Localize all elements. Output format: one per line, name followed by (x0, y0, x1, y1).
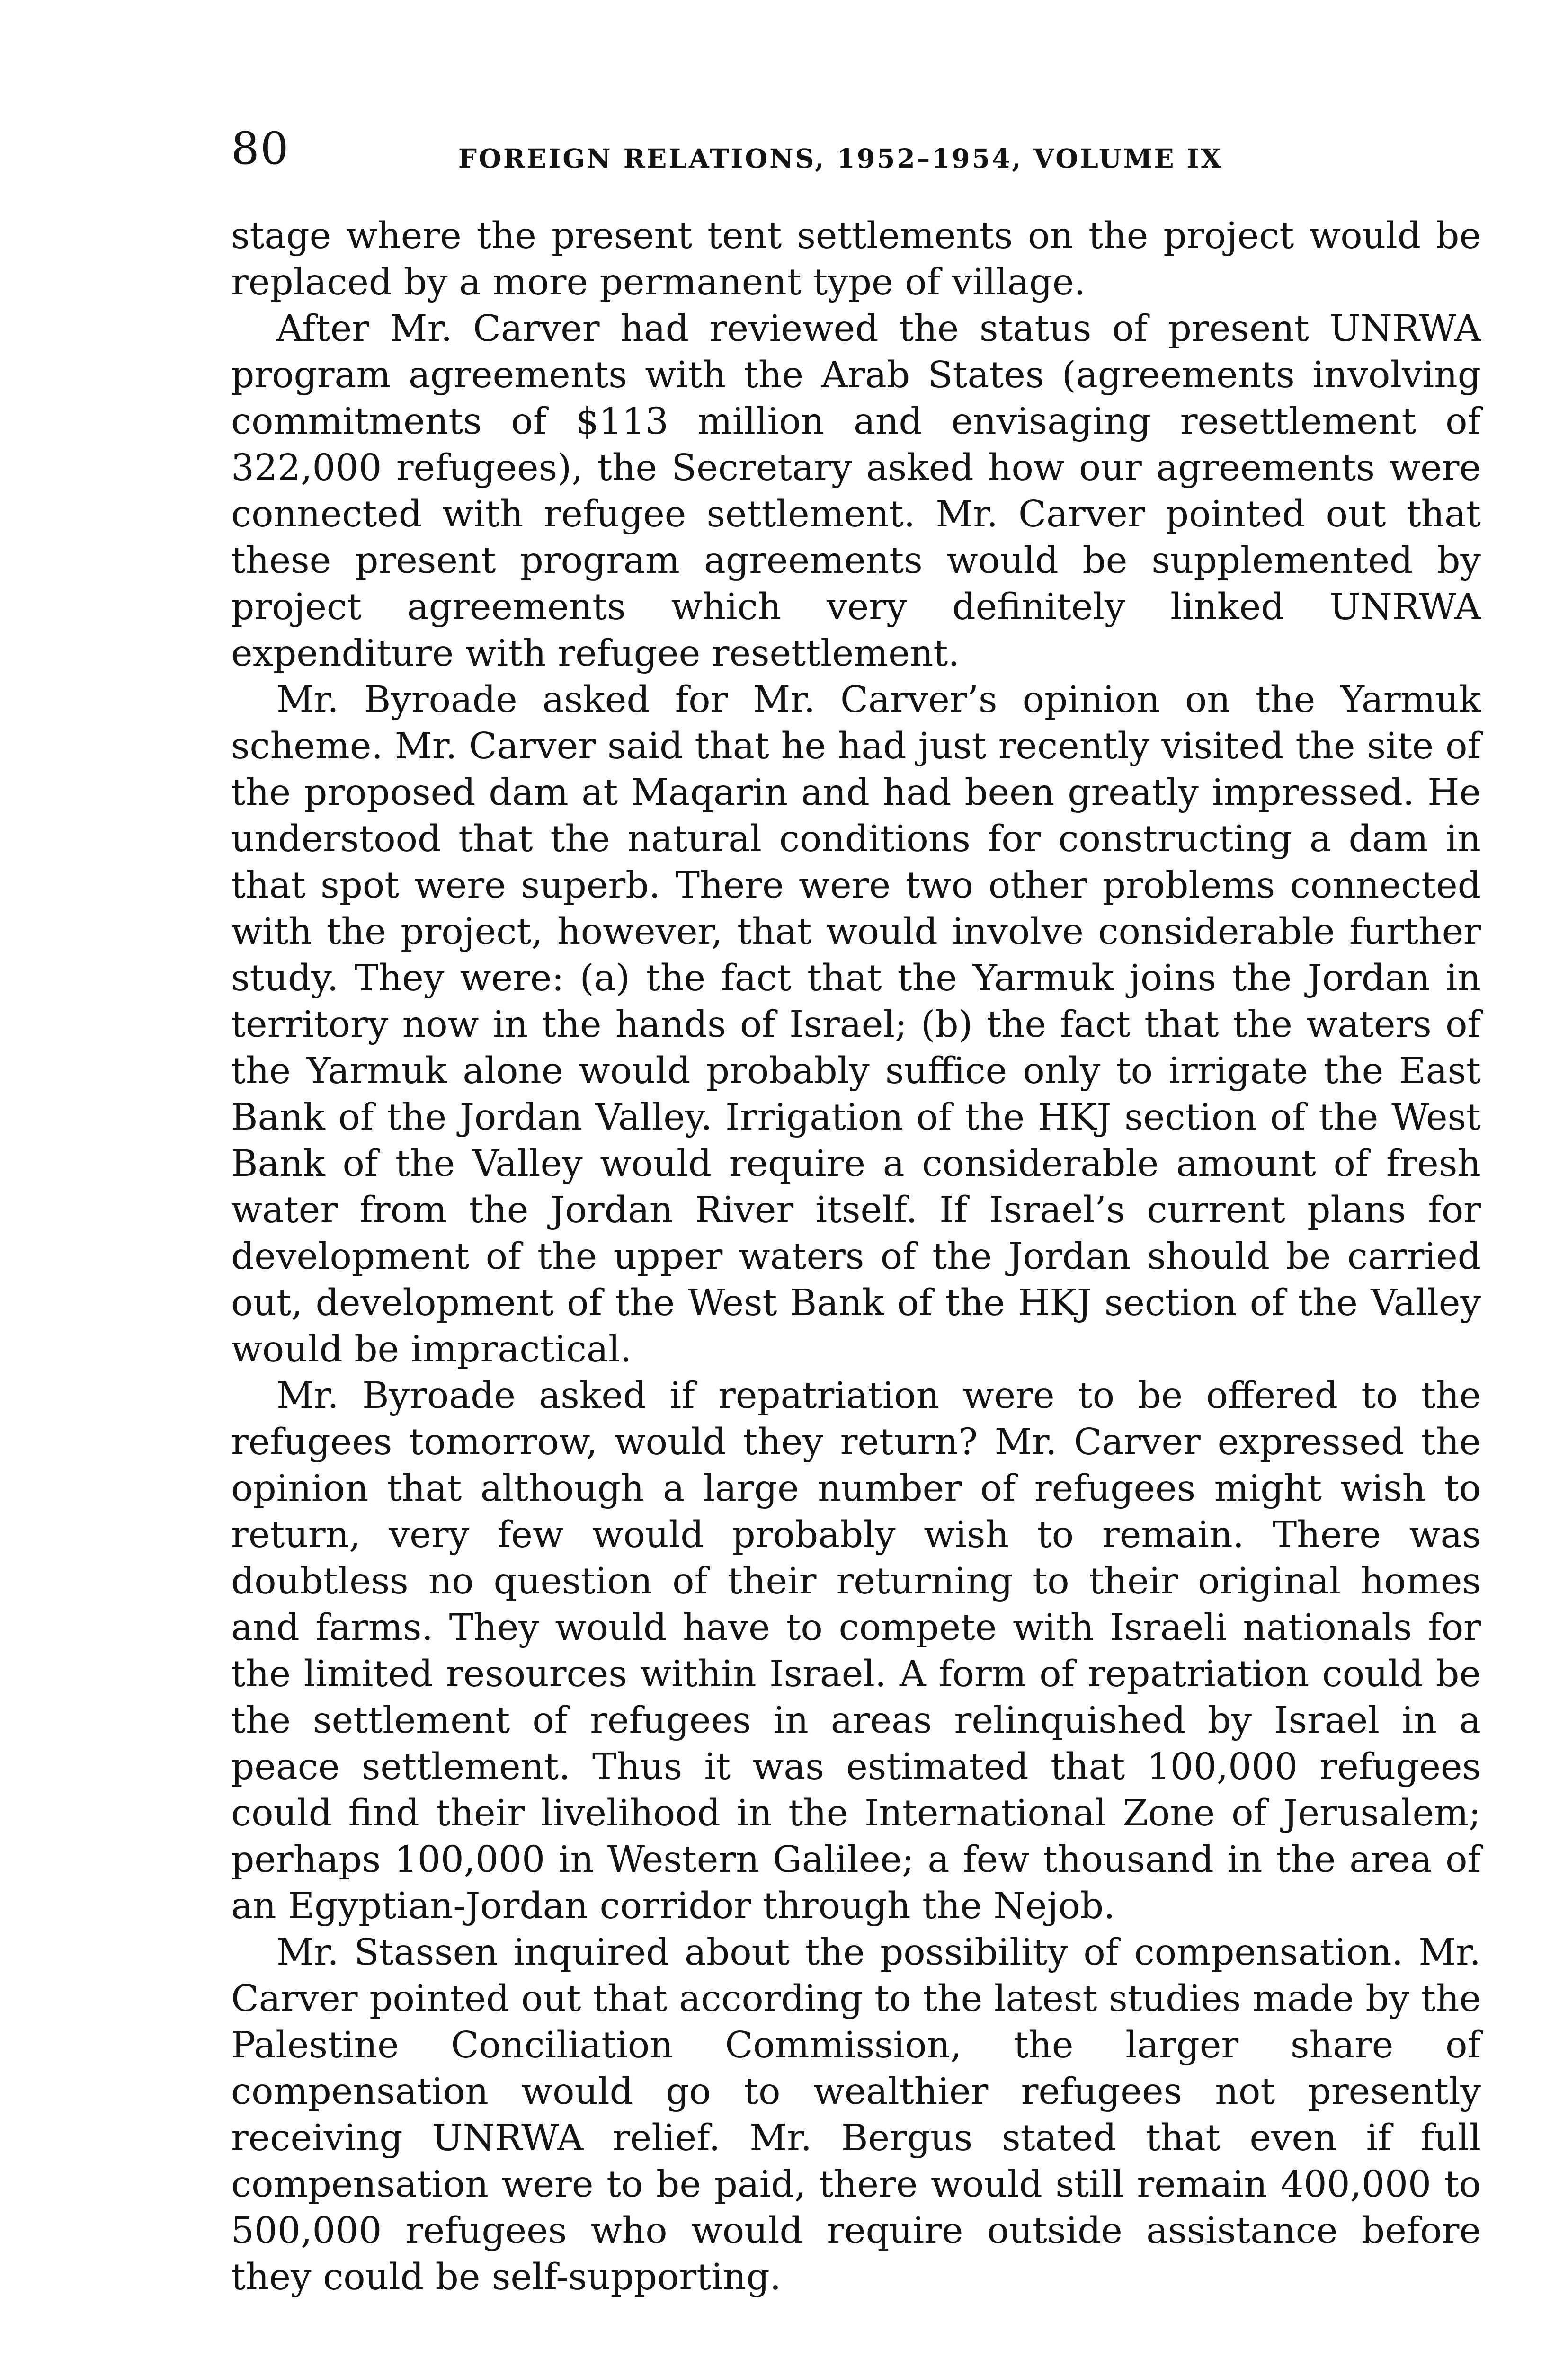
paragraph-continuation: stage where the present tent settlements on the project would be replaced by a more permanent type of village. (231, 215, 1481, 303)
paragraph-yarmuk-scheme: Mr. Byroade asked for Mr. Carver’s opinion on the Yarmuk scheme. Mr. Carver said that he had just recently visited the site of the proposed dam at Maqarin and had been greatly impressed. He understood that the natural conditions for constructing a dam in that spot were superb. There were two other problems connected with the project, however, that would involve considerable further study. They were: (a) the fact that the Yarmuk joins the Jordan in territory now in the hands of Israel; (b) the fact that the waters of the Yarmuk alone would probably suffice only to irrigate the East Bank of the Jordan Valley. Irrigation of the HKJ section of the West Bank of the Valley would require a considerable amount of fresh water from the Jordan River itself. If Israel’s current plans for development of the upper waters of the Jordan should be carried out, development of the West Bank of the HKJ section of the Valley would be impractical. (231, 679, 1481, 1370)
paragraph-unrwa-agreements: After Mr. Carver had reviewed the status of present UNRWA program agreements with the Arab States (agreements involving commitments of $113 million and envisaging resettlement of 322,000 refugees), the Secretary asked how our agreements were connected with refugee settlement. Mr. Carver pointed out that these present program agreements would be supplemented by project agreements which very definitely linked UNRWA expenditure with refugee resettlement. (231, 308, 1481, 675)
page-number: 80 (231, 123, 290, 175)
paragraph-repatriation: Mr. Byroade asked if repatriation were to be offered to the refugees tomorrow, would they return? Mr. Carver expressed the opinion that although a large number of refugees might wish to return, very few would probably wish to remain. There was doubtless no question of their returning to their original homes and farms. They would have to compete with Israeli nationals for the limited resources within Israel. A form of repatriation could be the settlement of refugees in areas relinquished by Israel in a peace settlement. Thus it was estimated that 100,000 refugees could find their livelihood in the International Zone of Jerusalem; perhaps 100,000 in Western Galilee; a few thousand in the area of an Egyptian-Jordan corridor through the Nejob. (231, 1375, 1481, 1927)
page-header (231, 119, 1481, 181)
body-text (231, 213, 1481, 2301)
running-title: FOREIGN RELATIONS, 1952–1954, VOLUME IX (458, 143, 1223, 174)
paragraph-compensation: Mr. Stassen inquired about the possibility of compensation. Mr. Carver pointed out that according to the latest studies made by the Palestine Conciliation Commission, the larger share of compensation would go to wealthier refugees not presently receiving UNRWA relief. Mr. Bergus stated that even if full compensation were to be paid, there would still remain 400,000 to 500,000 refugees who would require outside assistance before they could be self-supporting. (231, 1931, 1481, 2298)
